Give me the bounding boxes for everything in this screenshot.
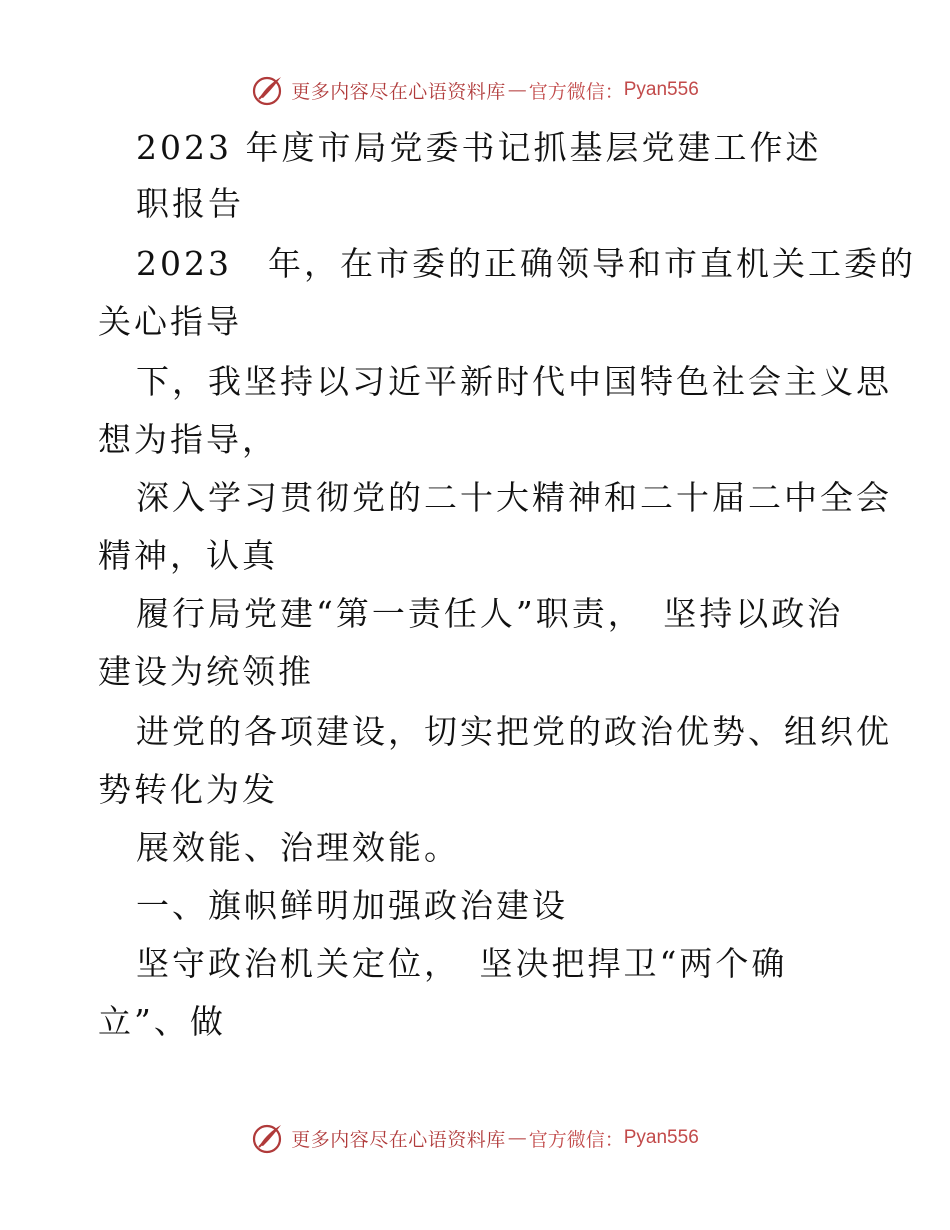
doc-section-heading: 一、旗帜鲜明加强政治建设	[136, 886, 568, 925]
watermark-site-text: 更多内容尽在心语资料库	[291, 80, 506, 103]
doc-text-line: 2023 年，在市委的正确领导和市直机关工委的	[136, 244, 916, 283]
quill-pen-logo-icon	[251, 1121, 285, 1155]
watermark-banner-bottom	[0, 1118, 950, 1158]
watermark-wechat-label: 官方微信：	[528, 1128, 624, 1151]
doc-text-line: 展效能、治理效能。	[136, 828, 460, 867]
watermark-separator: —	[507, 79, 527, 101]
doc-text-line: 履行局党建“第一责任人”职责， 坚持以政治	[136, 594, 844, 633]
doc-text-line: 关心指导	[98, 302, 242, 341]
watermark-wechat-label: 官方微信：	[528, 80, 624, 103]
quill-pen-logo-icon	[251, 73, 285, 107]
doc-text-line: 下，我坚持以习近平新时代中国特色社会主义思	[136, 362, 892, 401]
watermark-wechat-id: Pyan556	[623, 79, 699, 100]
doc-title-line-2: 职报告	[136, 184, 244, 223]
watermark-separator: —	[507, 1127, 527, 1149]
doc-text-line: 精神，认真	[98, 536, 278, 575]
doc-title-line-1: 2023 年度市局党委书记抓基层党建工作述	[136, 128, 822, 167]
doc-text-line: 立”、做	[98, 1002, 226, 1041]
watermark-wechat-id: Pyan556	[623, 1127, 699, 1148]
doc-text-line: 想为指导，	[98, 420, 278, 459]
doc-text-line: 进党的各项建设，切实把党的政治优势、组织优	[136, 712, 892, 751]
watermark-site-text: 更多内容尽在心语资料库	[291, 1128, 506, 1151]
doc-text-line: 坚守政治机关定位， 坚决把捍卫“两个确	[136, 944, 788, 983]
doc-text-line: 建设为统领推	[98, 652, 314, 691]
watermark-banner-top	[0, 70, 950, 110]
doc-text-line: 势转化为发	[98, 770, 278, 809]
doc-text-line: 深入学习贯彻党的二十大精神和二十届二中全会	[136, 478, 892, 517]
